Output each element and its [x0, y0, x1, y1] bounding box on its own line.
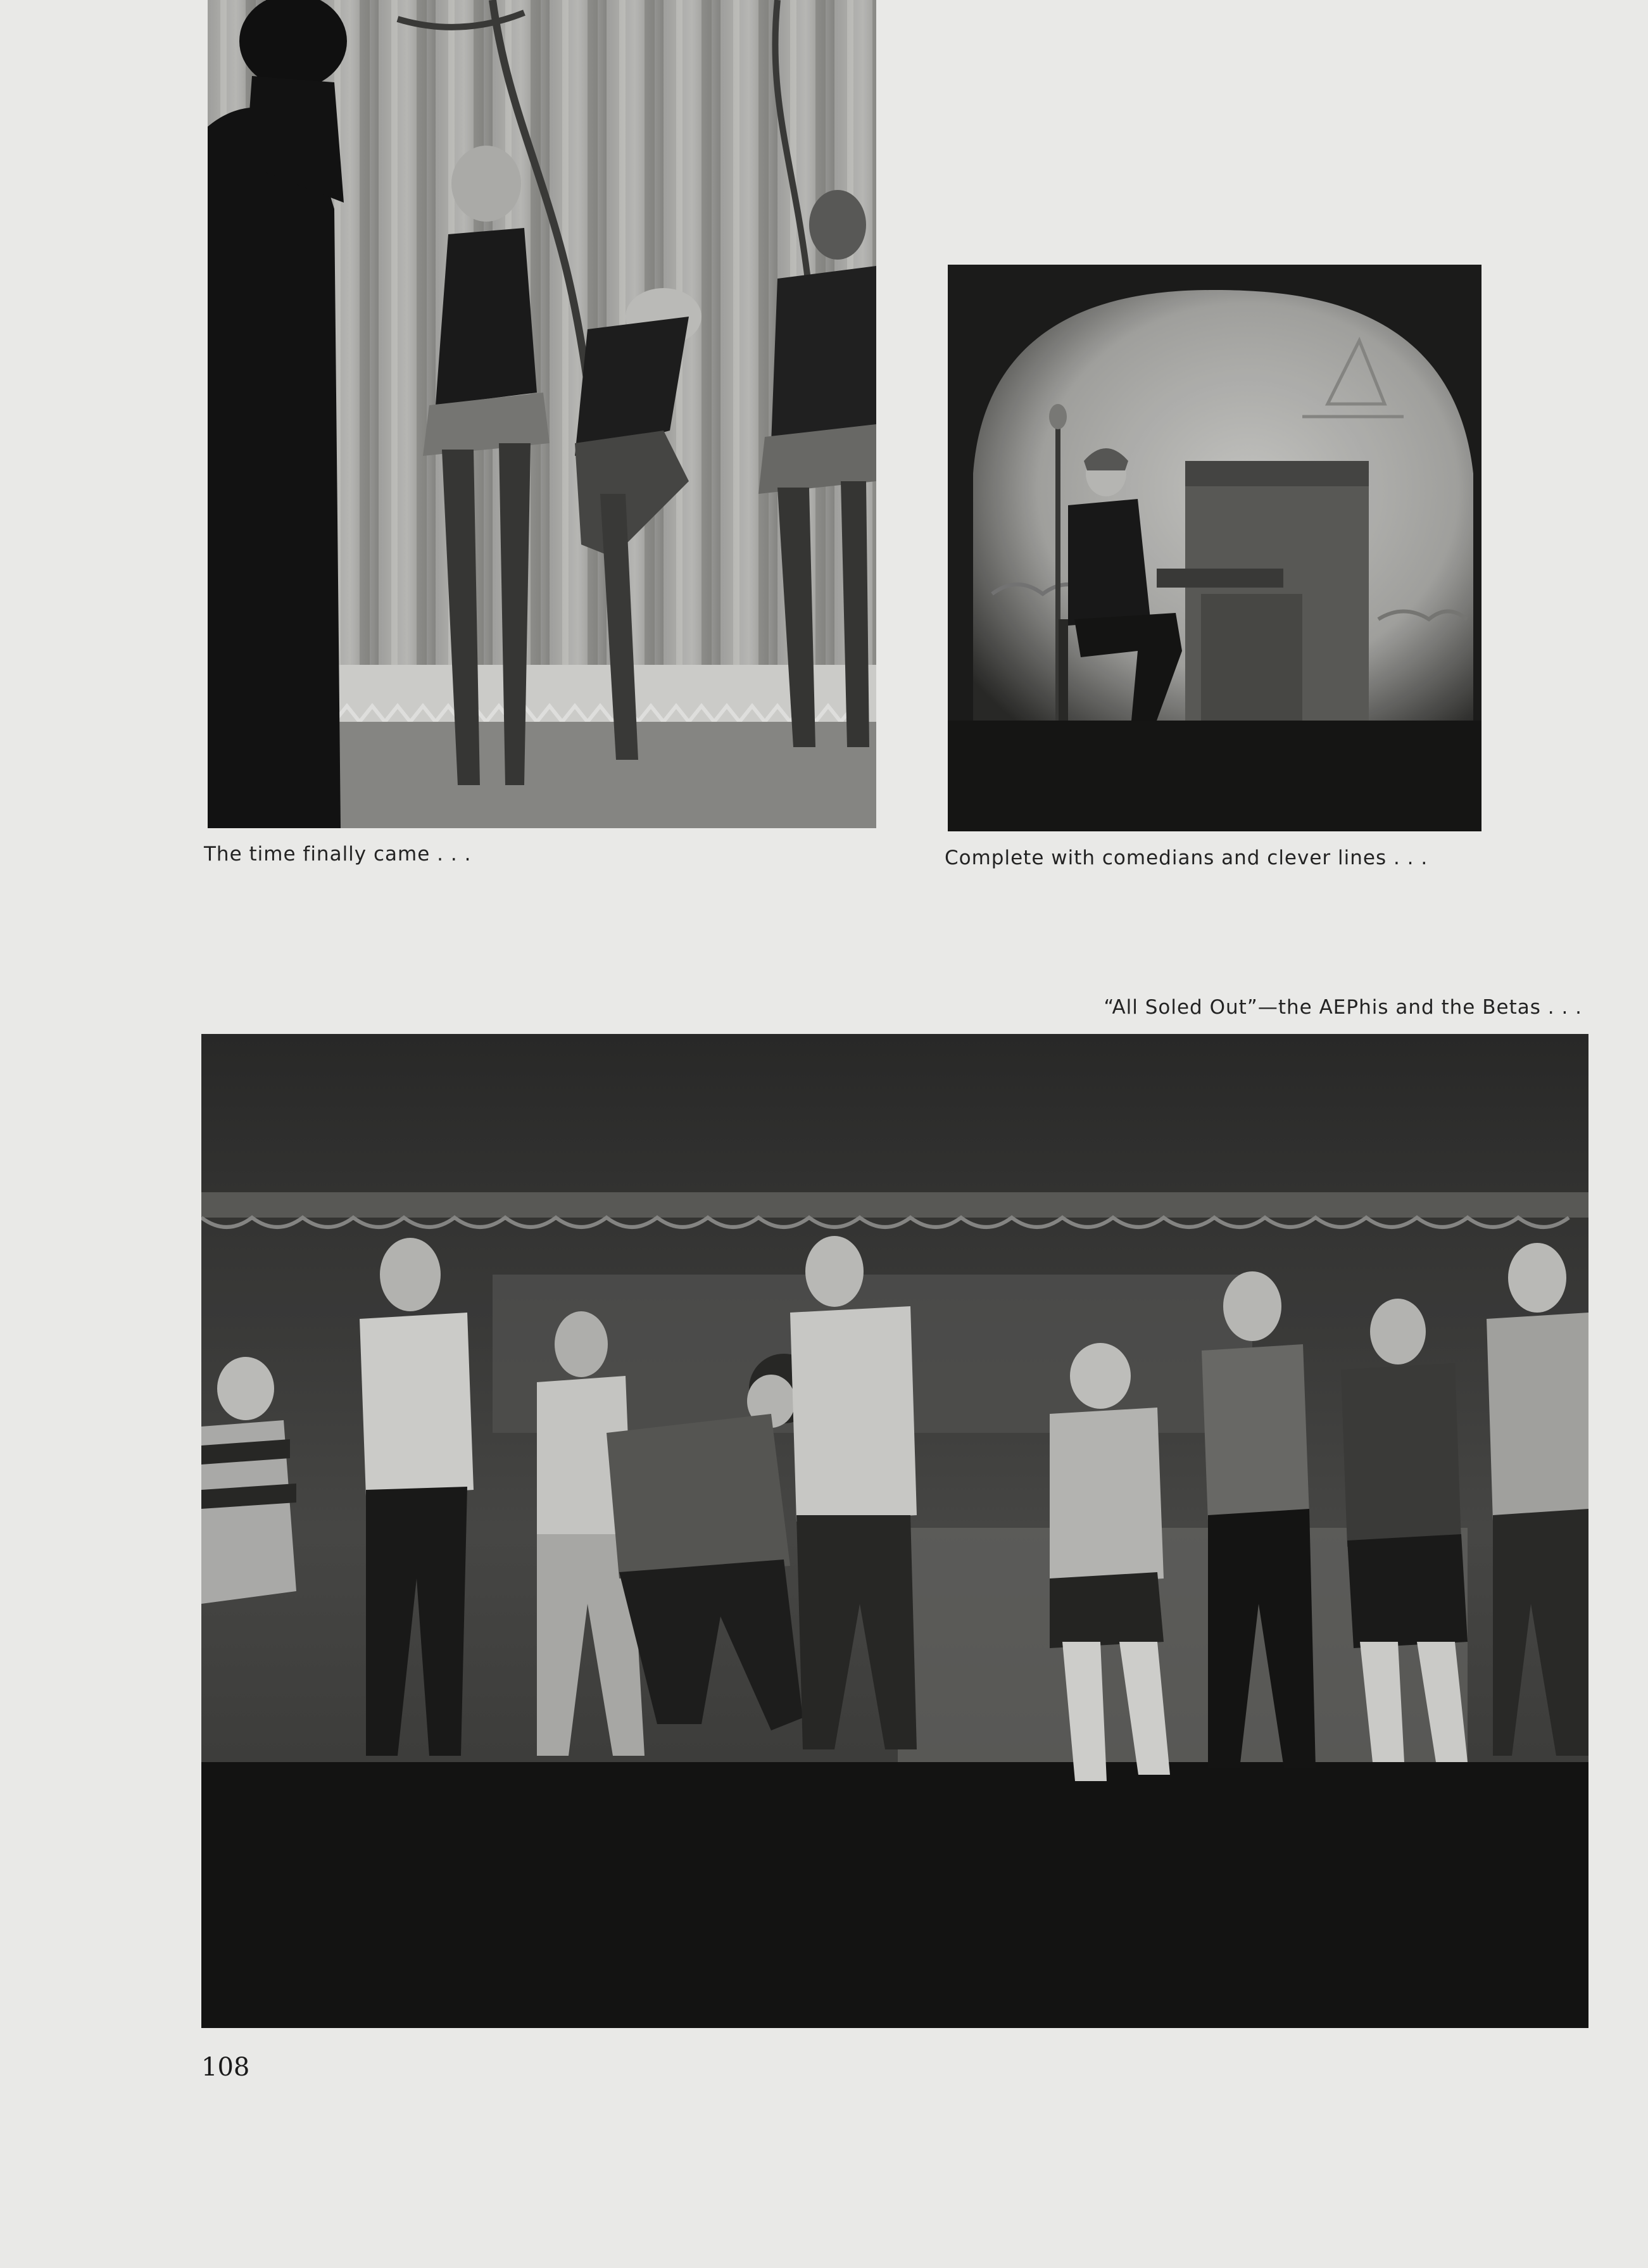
photo-all-soled-out	[201, 1034, 1588, 2028]
caption-chorus-dancers: The time finally came . . .	[204, 843, 472, 866]
all-soled-out-image	[201, 1034, 1588, 2028]
caption-all-soled-out: “All Soled Out”—the AEPhis and the Betas . . .	[1104, 996, 1582, 1019]
page-number: 108	[201, 2053, 250, 2082]
chorus-dancers-image	[208, 0, 876, 828]
caption-pianist-on-stage: Complete with comedians and clever lines . . .	[945, 847, 1428, 869]
photo-pianist-on-stage	[948, 265, 1481, 831]
pianist-image	[948, 265, 1481, 831]
photo-chorus-dancers	[208, 0, 876, 828]
